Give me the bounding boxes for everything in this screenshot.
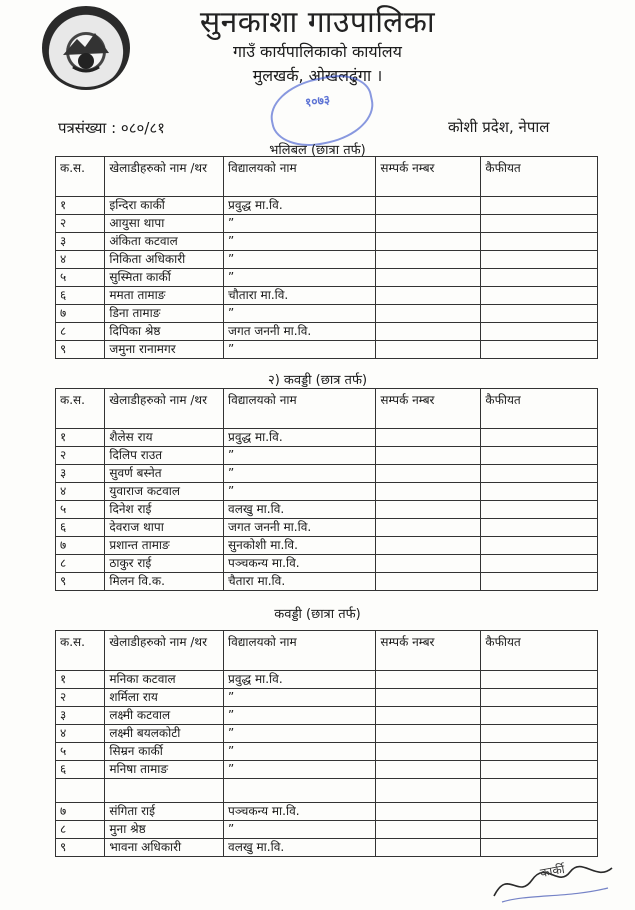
cell-sn: ९ (56, 341, 105, 359)
cell-contact (376, 305, 481, 323)
cell-school: वलखु मा.वि. (224, 839, 376, 857)
cell-player: भावना अधिकारी (105, 839, 224, 857)
cell-contact (376, 287, 481, 305)
col-header-school: विद्यालयको नाम (224, 157, 376, 197)
table-row (56, 671, 598, 689)
table-row (56, 501, 598, 519)
table-row (56, 251, 598, 269)
cell-school: ” (224, 725, 376, 743)
cell-contact (376, 501, 481, 519)
cell-sn: ५ (56, 743, 105, 761)
col-header-remarks: कैफीयत (481, 157, 598, 197)
cell-sn (56, 779, 105, 803)
cell-player: डिना तामाङ (105, 305, 224, 323)
cell-remarks (481, 215, 598, 233)
table-row (56, 233, 598, 251)
cell-sn: ३ (56, 465, 105, 483)
section-title-kabaddi-boys: २) कवड्डी (छात्र तर्फ) (267, 373, 368, 388)
cell-contact (376, 555, 481, 573)
cell-player: युवाराज कटवाल (105, 483, 224, 501)
table-row (56, 519, 598, 537)
cell-contact (376, 537, 481, 555)
cell-school: ” (224, 305, 376, 323)
cell-remarks (481, 779, 598, 803)
cell-school: ” (224, 707, 376, 725)
table-row (56, 555, 598, 573)
table-row (56, 287, 598, 305)
cell-player: अंकिता कटवाल (105, 233, 224, 251)
cell-school: ” (224, 761, 376, 779)
cell-contact (376, 269, 481, 287)
table-row (56, 537, 598, 555)
cell-remarks (481, 519, 598, 537)
table-kabaddi-boys (55, 388, 598, 591)
cell-contact (376, 821, 481, 839)
cell-sn: ४ (56, 725, 105, 743)
cell-sn: २ (56, 447, 105, 465)
cell-sn: ७ (56, 305, 105, 323)
cell-contact (376, 233, 481, 251)
cell-school (224, 779, 376, 803)
cell-remarks (481, 761, 598, 779)
section-title-volleyball-girls: भलिबल (छात्रा तर्फ) (269, 143, 366, 158)
cell-player: दिलिप राउत (105, 447, 224, 465)
cell-school: पञ्चकन्य मा.वि. (224, 803, 376, 821)
signature-name: कार्की (539, 861, 566, 881)
cell-sn: ६ (56, 287, 105, 305)
cell-player: शर्मिला राय (105, 689, 224, 707)
cell-contact (376, 803, 481, 821)
cell-school: ” (224, 465, 376, 483)
col-header-sn: क.स. (56, 389, 105, 429)
province-label: कोशी प्रदेश, नेपाल (448, 118, 550, 136)
table-row-empty (56, 779, 598, 803)
cell-player: प्रशान्त तामाङ (105, 537, 224, 555)
cell-remarks (481, 305, 598, 323)
cell-player: मुना श्रेष्ठ (105, 821, 224, 839)
cell-contact (376, 743, 481, 761)
col-header-contact: सम्पर्क नम्बर (376, 389, 481, 429)
cell-remarks (481, 821, 598, 839)
cell-sn: ५ (56, 501, 105, 519)
cell-player: सुवर्ण बस्नेत (105, 465, 224, 483)
cell-remarks (481, 803, 598, 821)
table-volleyball-girls (55, 156, 598, 359)
cell-school: चैतारा मा.वि. (224, 573, 376, 591)
cell-school: चौतारा मा.वि. (224, 287, 376, 305)
cell-remarks (481, 323, 598, 341)
cell-contact (376, 215, 481, 233)
cell-school: प्रवुद्ध मा.वि. (224, 671, 376, 689)
cell-sn: ८ (56, 555, 105, 573)
cell-player: शैलेस राय (105, 429, 224, 447)
table-row (56, 323, 598, 341)
table-row (56, 743, 598, 761)
cell-remarks (481, 743, 598, 761)
cell-player: मनिका कटवाल (105, 671, 224, 689)
cell-sn: ७ (56, 537, 105, 555)
cell-player (105, 779, 224, 803)
cell-player: दिपिका श्रेष्ठ (105, 323, 224, 341)
cell-school: ” (224, 341, 376, 359)
cell-remarks (481, 341, 598, 359)
cell-sn: ४ (56, 483, 105, 501)
cell-sn: २ (56, 215, 105, 233)
cell-remarks (481, 465, 598, 483)
cell-player: आयुसा थापा (105, 215, 224, 233)
cell-player: ममता तामाङ (105, 287, 224, 305)
table-row (56, 725, 598, 743)
table-row (56, 573, 598, 591)
cell-school: ” (224, 447, 376, 465)
cell-contact (376, 707, 481, 725)
cell-school: जगत जननी मा.वि. (224, 323, 376, 341)
cell-sn: ८ (56, 323, 105, 341)
cell-remarks (481, 429, 598, 447)
cell-remarks (481, 287, 598, 305)
table-header-row (56, 389, 598, 429)
cell-contact (376, 725, 481, 743)
cell-contact (376, 839, 481, 857)
cell-contact (376, 323, 481, 341)
col-header-remarks: कैफीयत (481, 389, 598, 429)
table-header-row (56, 157, 598, 197)
table-row (56, 483, 598, 501)
cell-player: मनिषा तामाङ (105, 761, 224, 779)
cell-player: सुस्मिता कार्की (105, 269, 224, 287)
cell-player: दिनेश राई (105, 501, 224, 519)
cell-sn: ६ (56, 761, 105, 779)
cell-contact (376, 447, 481, 465)
table-row (56, 689, 598, 707)
col-header-player-name: खेलाडीहरुको नाम /थर (105, 631, 224, 671)
cell-player: लक्ष्मी बयलकोटी (105, 725, 224, 743)
cell-school: प्रवुद्ध मा.वि. (224, 429, 376, 447)
table-row (56, 341, 598, 359)
cell-sn: ५ (56, 269, 105, 287)
cell-contact (376, 341, 481, 359)
cell-school: ” (224, 233, 376, 251)
col-header-contact: सम्पर्क नम्बर (376, 631, 481, 671)
cell-contact (376, 573, 481, 591)
cell-remarks (481, 501, 598, 519)
cell-remarks (481, 671, 598, 689)
cell-contact (376, 761, 481, 779)
cell-school: प्रवुद्ध मा.वि. (224, 197, 376, 215)
cell-sn: १ (56, 429, 105, 447)
cell-school: पञ्चकन्य मा.वि. (224, 555, 376, 573)
table-row (56, 215, 598, 233)
cell-player: मिलन वि.क. (105, 573, 224, 591)
cell-sn: २ (56, 689, 105, 707)
reference-number: पत्रसंख्या : ०८०/८१ (58, 119, 165, 137)
cell-sn: ४ (56, 251, 105, 269)
cell-sn: १ (56, 197, 105, 215)
cell-player: इन्दिरा कार्की (105, 197, 224, 215)
cell-remarks (481, 269, 598, 287)
cell-contact (376, 251, 481, 269)
cell-school: ” (224, 689, 376, 707)
table-row (56, 429, 598, 447)
col-header-school: विद्यालयको नाम (224, 631, 376, 671)
table-row (56, 821, 598, 839)
table-row (56, 269, 598, 287)
col-header-player-name: खेलाडीहरुको नाम /थर (105, 389, 224, 429)
cell-sn: ६ (56, 519, 105, 537)
table-header-row (56, 631, 598, 671)
col-header-remarks: कैफीयत (481, 631, 598, 671)
table-row (56, 761, 598, 779)
col-header-sn: क.स. (56, 631, 105, 671)
page-title: सुनकाशा गाउपालिका (199, 5, 436, 40)
cell-player: निकिता अधिकारी (105, 251, 224, 269)
cell-remarks (481, 707, 598, 725)
cell-remarks (481, 555, 598, 573)
table-row (56, 465, 598, 483)
cell-school: ” (224, 269, 376, 287)
cell-remarks (481, 251, 598, 269)
cell-school: सुनकोशी मा.वि. (224, 537, 376, 555)
cell-remarks (481, 233, 598, 251)
col-header-contact: सम्पर्क नम्बर (376, 157, 481, 197)
cell-contact (376, 197, 481, 215)
cell-school: जगत जननी मा.वि. (224, 519, 376, 537)
col-header-sn: क.स. (56, 157, 105, 197)
cell-remarks (481, 573, 598, 591)
cell-remarks (481, 725, 598, 743)
cell-remarks (481, 197, 598, 215)
cell-contact (376, 671, 481, 689)
office-name: गाउँ कार्यपालिकाको कार्यालय (233, 42, 402, 61)
cell-sn: ३ (56, 233, 105, 251)
stamp-number: १०७३ (304, 92, 331, 110)
cell-school: ” (224, 251, 376, 269)
cell-school: ” (224, 215, 376, 233)
table-row (56, 707, 598, 725)
table-row (56, 197, 598, 215)
cell-sn: ९ (56, 573, 105, 591)
cell-remarks (481, 839, 598, 857)
col-header-player-name: खेलाडीहरुको नाम /थर (105, 157, 224, 197)
cell-player: संगिता राई (105, 803, 224, 821)
office-address: मुलखर्क, ओखलढुंगा । (252, 66, 383, 85)
cell-player: देवराज थापा (105, 519, 224, 537)
cell-sn: ९ (56, 839, 105, 857)
cell-school: ” (224, 821, 376, 839)
cell-contact (376, 465, 481, 483)
table-row (56, 447, 598, 465)
cell-contact (376, 689, 481, 707)
cell-sn: ७ (56, 803, 105, 821)
cell-contact (376, 429, 481, 447)
cell-remarks (481, 483, 598, 501)
cell-player: लक्ष्मी कटवाल (105, 707, 224, 725)
table-kabaddi-girls (55, 630, 598, 857)
cell-sn: ३ (56, 707, 105, 725)
cell-player: सिम्रन कार्की (105, 743, 224, 761)
cell-contact (376, 779, 481, 803)
cell-player: ठाकुर राई (105, 555, 224, 573)
cell-contact (376, 483, 481, 501)
cell-remarks (481, 689, 598, 707)
cell-sn: १ (56, 671, 105, 689)
cell-school: ” (224, 483, 376, 501)
table-row (56, 839, 598, 857)
cell-school: ” (224, 743, 376, 761)
col-header-school: विद्यालयको नाम (224, 389, 376, 429)
section-title-kabaddi-girls: कवड्डी (छात्रा तर्फ) (274, 607, 361, 622)
table-row (56, 305, 598, 323)
cell-remarks (481, 447, 598, 465)
cell-remarks (481, 537, 598, 555)
table-row (56, 803, 598, 821)
cell-contact (376, 519, 481, 537)
cell-school: वलखु मा.वि. (224, 501, 376, 519)
cell-player: जमुना रानामगर (105, 341, 224, 359)
cell-sn: ८ (56, 821, 105, 839)
